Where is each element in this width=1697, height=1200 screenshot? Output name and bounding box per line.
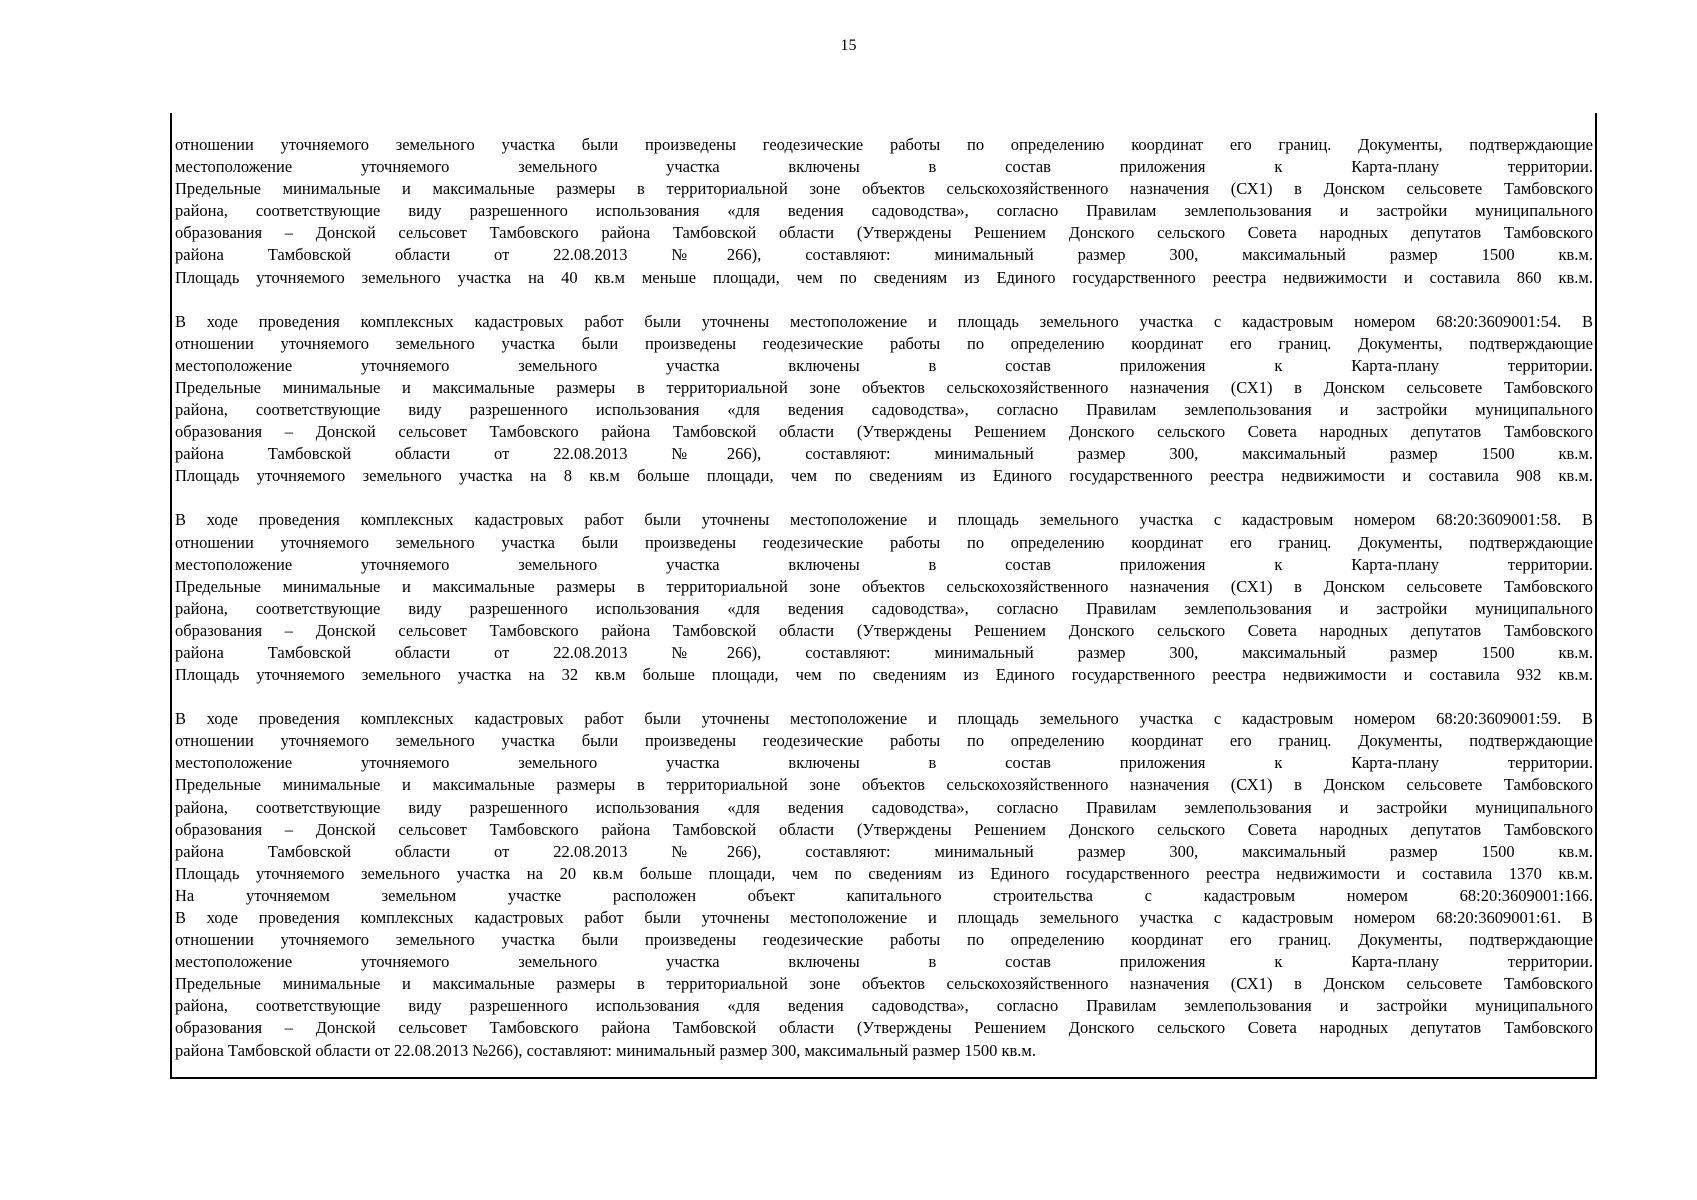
text-line: В ходе проведения комплексных кадастровых работ были уточнены местоположение и площадь земельного участка с кадастровым номером 68:20:3609001:54. В <box>175 311 1593 331</box>
text-line: местоположение уточняемого земельного участка включены в состав приложения к Карта-плану территории. <box>175 952 1593 972</box>
text-line: образования – Донской сельсовет Тамбовского района Тамбовской области (Утверждены Решением Донского сельского Совета народных депутатов Тамбовского <box>175 620 1593 640</box>
paragraph <box>175 311 1593 488</box>
text-line: района Тамбовской области от 22.08.2013 №266), составляют: минимальный размер 300, максимальный размер 1500 кв.м. <box>175 841 1593 861</box>
text-line: Площадь уточняемого земельного участка на 20 кв.м больше площади, чем по сведениям из Единого государственного реестра недвижимости и составила 1370 кв.м. <box>175 863 1593 883</box>
text-line: отношении уточняемого земельного участка были произведены геодезические работы по определению координат его границ. Документы, подтверждающие <box>175 532 1593 552</box>
paragraph <box>175 708 1593 1062</box>
text-line: отношении уточняемого земельного участка были произведены геодезические работы по определению координат его границ. Документы, подтверждающие <box>175 731 1593 751</box>
text-line: В ходе проведения комплексных кадастровых работ были уточнены местоположение и площадь земельного участка с кадастровым номером 68:20:3609001:59. В <box>175 709 1593 729</box>
text-line: района, соответствующие виду разрешенного использования «для ведения садоводства», согласно Правилам землепользования и застройки муниципального <box>175 996 1593 1016</box>
paragraph <box>175 509 1593 686</box>
text-line: образования – Донской сельсовет Тамбовского района Тамбовской области (Утверждены Решением Донского сельского Совета народных депутатов Тамбовского <box>175 1018 1593 1038</box>
text-line: Предельные минимальные и максимальные размеры в территориальной зоне объектов сельскохозяйственного назначения (СХ1) в Донском сельсовете Тамбовского <box>175 974 1593 994</box>
paragraph <box>175 134 1593 289</box>
text-line: района Тамбовской области от 22.08.2013 №266), составляют: минимальный размер 300, максимальный размер 1500 кв.м. <box>175 245 1593 265</box>
text-line: района Тамбовской области от 22.08.2013 №266), составляют: минимальный размер 300, максимальный размер 1500 кв.м. <box>175 444 1593 464</box>
text-line: образования – Донской сельсовет Тамбовского района Тамбовской области (Утверждены Решением Донского сельского Совета народных депутатов Тамбовского <box>175 223 1593 243</box>
text-line: Площадь уточняемого земельного участка на 32 кв.м больше площади, чем по сведениям из Единого государственного реестра недвижимости и составила 932 кв.м. <box>175 665 1593 685</box>
text-line: Предельные минимальные и максимальные размеры в территориальной зоне объектов сельскохозяйственного назначения (СХ1) в Донском сельсовете Тамбовского <box>175 179 1593 199</box>
text-line: отношении уточняемого земельного участка были произведены геодезические работы по определению координат его границ. Документы, подтверждающие <box>175 135 1593 154</box>
text-line: отношении уточняемого земельного участка были произведены геодезические работы по определению координат его границ. Документы, подтверждающие <box>175 333 1593 353</box>
text-line: образования – Донской сельсовет Тамбовского района Тамбовской области (Утверждены Решением Донского сельского Совета народных депутатов Тамбовского <box>175 422 1593 442</box>
text-line: Предельные минимальные и максимальные размеры в территориальной зоне объектов сельскохозяйственного назначения (СХ1) в Донском сельсовете Тамбовского <box>175 377 1593 397</box>
text-line: образования – Донской сельсовет Тамбовского района Тамбовской области (Утверждены Решением Донского сельского Совета народных депутатов Тамбовского <box>175 819 1593 839</box>
text-line: Площадь уточняемого земельного участка на 40 кв.м меньше площади, чем по сведениям из Единого государственного реестра недвижимости и составила 860 кв.м. <box>175 267 1593 287</box>
document-body <box>175 134 1593 1084</box>
text-line: местоположение уточняемого земельного участка включены в состав приложения к Карта-плану территории. <box>175 554 1593 574</box>
text-line: Предельные минимальные и максимальные размеры в территориальной зоне объектов сельскохозяйственного назначения (СХ1) в Донском сельсовете Тамбовского <box>175 775 1593 795</box>
text-line: Площадь уточняемого земельного участка на 8 кв.м больше площади, чем по сведениям из Единого государственного реестра недвижимости и составила 908 кв.м. <box>175 466 1593 486</box>
text-line: района Тамбовской области от 22.08.2013 №266), составляют: минимальный размер 300, максимальный размер 1500 кв.м. <box>175 1040 1036 1060</box>
text-line: местоположение уточняемого земельного участка включены в состав приложения к Карта-плану территории. <box>175 753 1593 773</box>
text-line: Предельные минимальные и максимальные размеры в территориальной зоне объектов сельскохозяйственного назначения (СХ1) в Донском сельсовете Тамбовского <box>175 576 1593 596</box>
document-frame <box>170 113 1597 1079</box>
page-number: 15 <box>840 37 857 54</box>
text-line: местоположение уточняемого земельного участка включены в состав приложения к Карта-плану территории. <box>175 355 1593 375</box>
text-line: В ходе проведения комплексных кадастровых работ были уточнены местоположение и площадь земельного участка с кадастровым номером 68:20:3609001:61. В <box>175 908 1593 927</box>
text-line: района, соответствующие виду разрешенного использования «для ведения садоводства», согласно Правилам землепользования и застройки муниципального <box>175 400 1593 420</box>
text-line: На уточняемом земельном участке расположен объект капитального строительства с кадастровым номером 68:20:3609001:166. <box>175 885 1593 905</box>
text-line: района Тамбовской области от 22.08.2013 №266), составляют: минимальный размер 300, максимальный размер 1500 кв.м. <box>175 642 1593 662</box>
text-line: района, соответствующие виду разрешенного использования «для ведения садоводства», согласно Правилам землепользования и застройки муниципального <box>175 598 1593 618</box>
text-line: района, соответствующие виду разрешенного использования «для ведения садоводства», согласно Правилам землепользования и застройки муниципального <box>175 797 1593 817</box>
text-line: В ходе проведения комплексных кадастровых работ были уточнены местоположение и площадь земельного участка с кадастровым номером 68:20:3609001:58. В <box>175 510 1593 530</box>
text-line: района, соответствующие виду разрешенного использования «для ведения садоводства», согласно Правилам землепользования и застройки муниципального <box>175 201 1593 221</box>
text-line: отношении уточняемого земельного участка были произведены геодезические работы по определению координат его границ. Документы, подтверждающие <box>175 930 1593 950</box>
text-line: местоположение уточняемого земельного участка включены в состав приложения к Карта-плану территории. <box>175 157 1593 177</box>
